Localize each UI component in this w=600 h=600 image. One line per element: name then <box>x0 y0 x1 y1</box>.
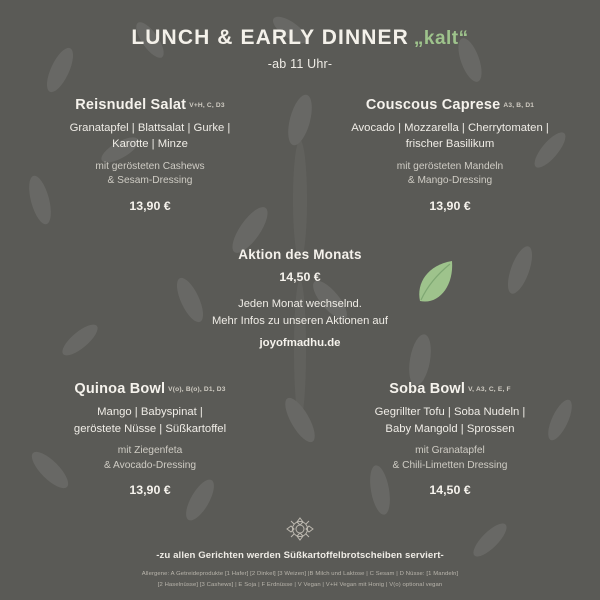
website-link[interactable]: joyofmadhu.de <box>259 337 341 350</box>
dish-card <box>300 381 600 497</box>
footer-note: -zu allen Gerichten werden Süßkartoffelbrotscheiben serviert- <box>156 550 444 562</box>
leaf-icon <box>412 257 458 318</box>
allergen-legend-line: Allergene: A Getreideprodukte [1 Hafer] [2 Dinkel] [3 Weizen] |B Milch und Laktose | C Sesam | D Nüsse: [1 Mandeln] <box>141 571 459 578</box>
page-title-accent: „kalt“ <box>413 28 469 49</box>
dish-name-text: Quinoa Bowl <box>74 381 166 398</box>
dish-ingredients: Gegrillter Tofu | Soba Nudeln | Baby Mangold | Sprossen <box>374 406 526 435</box>
dish-price: 14,50 € <box>429 483 471 498</box>
dish-name <box>26 381 274 397</box>
dish-price: 13,90 € <box>429 198 471 213</box>
dish-extras: mit gerösteten Mandeln & Mango-Dressing <box>396 160 504 187</box>
menu-footer <box>0 516 600 590</box>
dish-ingredients: Mango | Babyspinat | geröstete Nüsse | Süßkartoffel <box>73 406 227 435</box>
dish-allergen-code: V, A3, C, E, F <box>468 386 511 394</box>
dish-ingredients: Granatapfel | Blattsalat | Gurke | Karotte | Minze <box>69 122 231 151</box>
dish-allergen-code: A3, B, D1 <box>503 102 535 109</box>
allergen-legend <box>0 569 600 590</box>
dish-extras: mit gerösteten Cashews & Sesam-Dressing <box>95 160 205 187</box>
dish-allergen-code: V(o), B(o), D1, D3 <box>168 386 226 394</box>
dish-name <box>326 381 574 397</box>
page-title <box>131 26 468 50</box>
allergen-legend-line: [2 Haselnüsse] [3 Cashews] | E Soja | F Erdnüsse | V Vegan | V+H Vegan mit Honig | V(o) optional vegan <box>157 581 443 588</box>
dish-card <box>300 97 600 213</box>
action-of-the-month <box>0 247 600 352</box>
page-title-main: LUNCH & EARLY DINNER <box>131 26 409 49</box>
action-description: Jeden Monat wechselnd. Mehr Infos zu unseren Aktionen auf <box>211 297 388 327</box>
dish-grid-top <box>0 97 600 213</box>
dish-grid-bottom <box>0 381 600 497</box>
dish-extras: mit Ziegenfeta & Avocado-Dressing <box>103 445 197 471</box>
action-price: 14,50 € <box>279 269 321 284</box>
dish-name-text: Reisnudel Salat <box>75 97 187 113</box>
dish-name-text: Couscous Caprese <box>365 97 501 113</box>
dish-extras: mit Granatapfel & Chili-Limetten Dressing <box>392 445 508 471</box>
dish-name-text: Soba Bowl <box>389 381 466 398</box>
mandala-ornament-icon <box>283 516 317 542</box>
dish-price: 13,90 € <box>129 483 171 498</box>
dish-card <box>0 381 300 497</box>
dish-name <box>26 97 274 113</box>
dish-name <box>326 97 574 113</box>
dish-ingredients: Avocado | Mozzarella | Cherrytomaten | frischer Basilikum <box>351 122 549 151</box>
menu-header <box>0 0 600 71</box>
dish-allergen-code: V+H, C, D3 <box>189 102 225 109</box>
action-title: Aktion des Monats <box>238 246 362 262</box>
page-subtitle: -ab 11 Uhr- <box>267 57 333 71</box>
dish-price: 13,90 € <box>129 198 171 213</box>
dish-card <box>0 97 300 213</box>
